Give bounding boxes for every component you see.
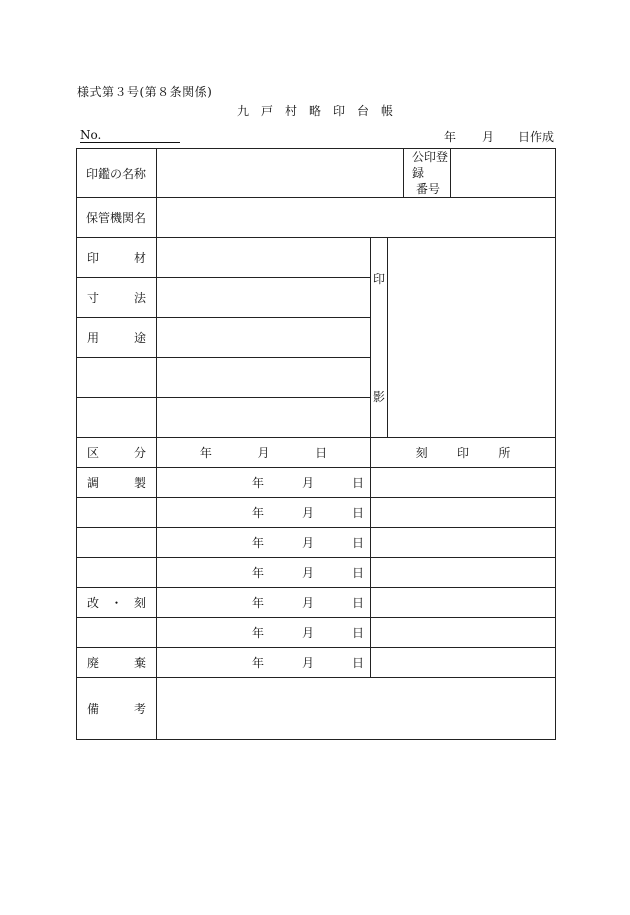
date-cell[interactable]: 年 月 日 [157, 468, 371, 498]
official-seal-number-cell[interactable] [451, 149, 556, 198]
day-created-label: 日作成 [518, 130, 555, 144]
seal-impression-label [371, 238, 388, 438]
engraver-cell[interactable] [371, 558, 556, 588]
number-char-1: 番 [416, 182, 429, 196]
blank-cell-1[interactable] [157, 358, 371, 398]
manufacture-label: 調 製 [77, 468, 157, 498]
date-header: 年 月 日 [157, 438, 371, 468]
material-label: 印 材 [77, 238, 157, 278]
official-seal-number-label [404, 149, 451, 198]
seal-register-table [76, 148, 556, 740]
purpose-label: 用 途 [77, 318, 157, 358]
blank-label-1 [77, 358, 157, 398]
size-cell[interactable] [157, 278, 371, 318]
purpose-cell[interactable] [157, 318, 371, 358]
date-cell[interactable]: 年 月 日 [157, 558, 371, 588]
disposal-label: 廃 棄 [77, 648, 157, 678]
year-label: 年 [444, 130, 457, 144]
engraver-cell[interactable] [371, 468, 556, 498]
row-label-blank [77, 618, 157, 648]
seal-name-cell[interactable] [157, 149, 404, 198]
custody-agency-label: 保管機関名 [77, 198, 157, 238]
row-label-blank [77, 528, 157, 558]
category-label: 区 分 [77, 438, 157, 468]
custody-agency-cell[interactable] [157, 198, 556, 238]
engraver-cell[interactable] [371, 498, 556, 528]
size-label: 寸 法 [77, 278, 157, 318]
date-cell[interactable]: 年 月 日 [157, 618, 371, 648]
form-caption: 様式第３号(第８条関係) [77, 85, 213, 99]
engraver-header: 刻 印 所 [371, 438, 556, 468]
re-engrave-label: 改 ・ 刻 [77, 588, 157, 618]
engraver-cell[interactable] [371, 618, 556, 648]
engraver-cell[interactable] [371, 648, 556, 678]
blank-label-2 [77, 398, 157, 438]
month-label: 月 [482, 130, 495, 144]
date-cell[interactable]: 年 月 日 [157, 648, 371, 678]
material-cell[interactable] [157, 238, 371, 278]
remarks-cell[interactable] [157, 678, 556, 740]
row-label-blank [77, 558, 157, 588]
number-field[interactable]: No. [80, 128, 180, 143]
date-cell[interactable]: 年 月 日 [157, 588, 371, 618]
blank-cell-2[interactable] [157, 398, 371, 438]
form-title: 九戸村略印台帳 [236, 104, 405, 118]
remarks-label: 備 考 [77, 678, 157, 740]
seal-name-label: 印鑑の名称 [77, 149, 157, 198]
impression-char-2: 影 [372, 390, 385, 404]
engraver-cell[interactable] [371, 588, 556, 618]
impression-char-1: 印 [372, 272, 385, 286]
number-char-2: 号 [428, 182, 441, 196]
date-cell[interactable]: 年 月 日 [157, 498, 371, 528]
seal-impression-cell[interactable] [388, 238, 556, 438]
row-label-blank [77, 498, 157, 528]
date-cell[interactable]: 年 月 日 [157, 528, 371, 558]
engraver-cell[interactable] [371, 528, 556, 558]
official-seal-register-text: 公印登録 [412, 150, 449, 180]
